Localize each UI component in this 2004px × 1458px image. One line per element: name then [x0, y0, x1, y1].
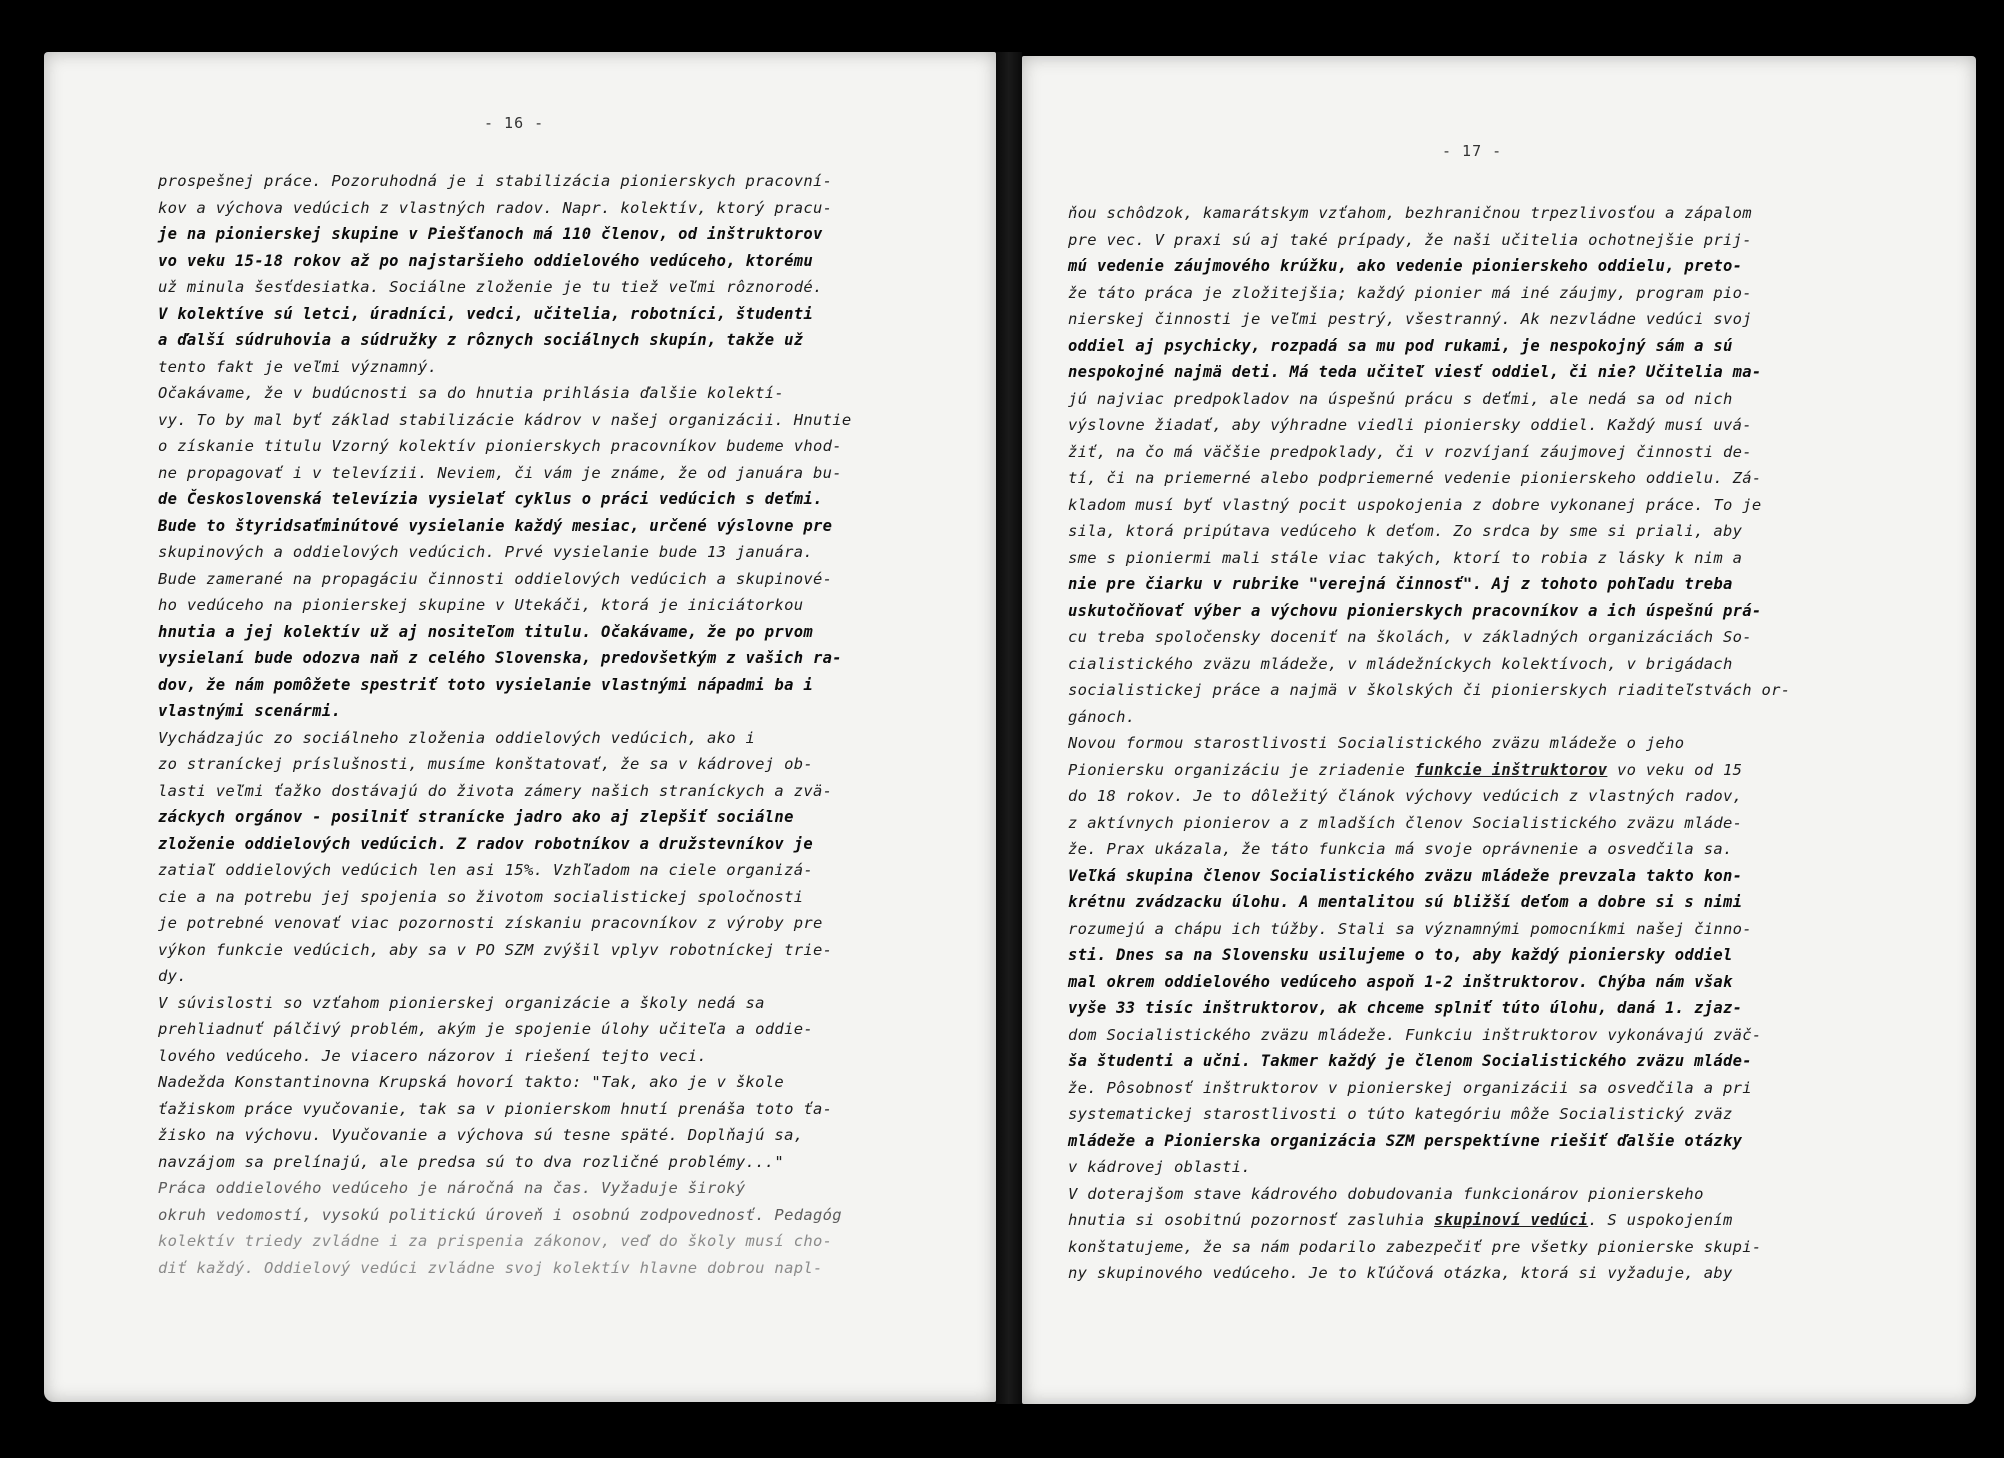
text-line: V súvislosti so vzťahom pionierskej organizácie a školy nedá sa — [158, 993, 765, 1012]
text-line: zatiaľ oddielových vedúcich len asi 15%. Vzhľadom na ciele organizá- — [158, 861, 813, 879]
text-line: nespokojné najmä deti. Má teda učiteľ viesť oddiel, či nie? Učitelia ma- — [1068, 363, 1762, 381]
text-line: ňou schôdzok, kamarátskym vzťahom, bezhraničnou trpezlivosťou a zápalom — [1068, 204, 1752, 222]
text-line: tí, či na priemerné alebo podpriemerné vedenie pionierskeho oddielu. Zá- — [1068, 469, 1762, 487]
text-line: vy. To by mal byť základ stabilizácie kádrov v našej organizácii. Hnutie — [158, 410, 852, 429]
text-line: mú vedenie záujmového krúžku, ako vedenie pionierskeho oddielu, preto- — [1068, 257, 1743, 275]
text-line: že. Prax ukázala, že táto funkcia má svoje oprávnenie a osvedčila sa. — [1068, 840, 1733, 858]
text-line: do 18 rokov. Je to dôležitý článok výchovy vedúcich z vlastných radov, — [1068, 787, 1743, 805]
text-line: zo straníckej príslušnosti, musíme konštatovať, že sa v kádrovej ob- — [158, 755, 813, 773]
text-line: vyše 33 tisíc inštruktorov, ak chceme splniť túto úlohu, daná 1. zjaz- — [1068, 999, 1743, 1017]
text-line: mládeže a Pionierska organizácia SZM perspektívne riešiť ďalšie otázky — [1068, 1131, 1743, 1150]
text-line: Vychádzajúc zo sociálneho zloženia oddielových vedúcich, ako i — [158, 728, 756, 747]
text-line: sila, ktorá pripútava vedúceho k deťom. Zo srdca by sme si priali, aby — [1068, 522, 1743, 540]
text-line: dy. — [158, 967, 187, 985]
text-line: žiť, na čo má väčšie predpoklady, či v rozvíjaní záujmovej činnosti de- — [1068, 442, 1752, 461]
text-line: navzájom sa prelínajú, ale predsa sú to dva rozličné problémy..." — [158, 1152, 785, 1171]
text-line: Bude zamerané na propagáciu činnosti oddielových vedúcich a skupinové- — [158, 569, 833, 588]
text-line: o získanie titulu Vzorný kolektív pionierskych pracovníkov budeme vhod- — [158, 437, 842, 455]
text-line: oddiel aj psychicky, rozpadá sa mu pod rukami, je nespokojný sám a sú — [1068, 336, 1733, 355]
text-line: diť každý. Oddielový vedúci zvládne svoj kolektív hlavne dobrou napl- — [158, 1258, 823, 1277]
text-line: ny skupinového vedúceho. Je to kľúčová otázka, ktorá si vyžaduje, aby — [1068, 1264, 1733, 1282]
text-line: ho vedúceho na pionierskej skupine v Utekáči, ktorá je iniciátorkou — [158, 596, 804, 614]
text-line: ša študenti a učni. Takmer každý je členom Socialistického zväzu mláde- — [1068, 1052, 1752, 1070]
right-page-text — [1068, 200, 1956, 1287]
text-line: v kádrovej oblasti. — [1068, 1158, 1252, 1176]
text-line: prehliadnuť pálčivý problém, akým je spojenie úlohy učiteľa a oddie- — [158, 1020, 813, 1038]
text-line: cu treba spoločensky doceniť na školách, v základných organizáciách So- — [1068, 628, 1752, 646]
text-line: konštatujeme, že sa nám podarilo zabezpečiť pre všetky pionierske skupi- — [1068, 1237, 1762, 1256]
page-number-right: - 17 - — [1442, 142, 1503, 160]
text-line: dov, že nám pomôžete spestriť toto vysielanie vlastnými nápadmi ba i — [158, 675, 813, 694]
left-page — [44, 52, 996, 1402]
text-line: výkon funkcie vedúcich, aby sa v PO SZM zvýšil vplyv robotníckej trie- — [158, 940, 833, 959]
text-line: systematickej starostlivosti o túto kategóriu môže Socialistický zväz — [1068, 1105, 1733, 1123]
left-page-text — [158, 168, 980, 1281]
text-line: Pioniersku organizáciu je zriadenie funkcie inštruktorov vo veku od 15 — [1068, 760, 1743, 779]
text-line: socialistickej práce a najmä v školských či pionierskych riaditeľstvách or- — [1068, 681, 1791, 699]
text-line: lového vedúceho. Je viacero názorov i riešení tejto veci. — [158, 1046, 708, 1065]
text-line: V doterajšom stave kádrového dobudovania funkcionárov pionierskeho — [1068, 1184, 1704, 1203]
text-line: sti. Dnes sa na Slovensku usilujeme o to, aby každý pioniersky oddiel — [1068, 946, 1733, 964]
text-line: nie pre čiarku v rubrike "verejná činnosť". Aj z tohoto pohľadu treba — [1068, 575, 1733, 593]
page-number-left: - 16 - — [484, 114, 545, 132]
text-line: uskutočňovať výber a výchovu pionierskych pracovníkov a ich úspešnú prá- — [1068, 601, 1762, 620]
text-line: je na pionierskej skupine v Piešťanoch má 110 členov, od inštruktorov — [158, 225, 823, 243]
text-line: rozumejú a chápu ich túžby. Stali sa významnými pomocníkmi našej činno- — [1068, 919, 1752, 938]
text-line: okruh vedomostí, vysokú politickú úroveň i osobnú zodpovednosť. Pedagóg — [158, 1205, 842, 1224]
text-line: kolektív triedy zvládne i za prispenia zákonov, veď do školy musí cho- — [158, 1232, 833, 1250]
underlined-phrase: skupinoví vedúci — [1434, 1211, 1589, 1229]
text-line: cie a na potrebu jej spojenia so životom socialistickej spoločnosti — [158, 887, 804, 906]
text-line: skupinových a oddielových vedúcich. Prvé vysielanie bude 13 januára. — [158, 543, 813, 561]
text-line: že. Pôsobnosť inštruktorov v pionierskej organizácii sa osvedčila a pri — [1068, 1078, 1752, 1097]
text-line: výslovne žiadať, aby výhradne viedli pioniersky oddiel. Každý musí uvá- — [1068, 416, 1752, 434]
text-line: záckych orgánov - posilniť stranícke jadro ako aj zlepšiť sociálne — [158, 808, 794, 826]
text-line: cialistického zväzu mládeže, v mládežníckych kolektívoch, v brigádach — [1068, 654, 1733, 673]
text-line: Očakávame, že v budúcnosti sa do hnutia prihlásia ďalšie kolektí- — [158, 384, 785, 402]
text-line: žisko na výchovu. Vyučovanie a výchova sú tesne späté. Doplňajú sa, — [158, 1126, 804, 1144]
text-line: de Československá televízia vysielať cyklus o práci vedúcich s deťmi. — [158, 490, 823, 508]
text-line: Novou formou starostlivosti Socialistického zväzu mládeže o jeho — [1068, 734, 1685, 752]
text-line: hnutia si osobitnú pozornosť zasluhia skupinoví vedúci. S uspokojením — [1068, 1211, 1733, 1229]
text-line: ťažiskom práce vyučovanie, tak sa v pionierskom hnutí prenáša toto ťa- — [158, 1099, 833, 1118]
text-line: krétnu zvádzacku úlohu. A mentalitou sú bližší deťom a dobre si s nimi — [1068, 893, 1743, 911]
right-page — [1022, 56, 1976, 1404]
text-line: vlastnými scenármi. — [158, 702, 342, 720]
text-line: vo veku 15-18 rokov až po najstaršieho oddielového vedúceho, ktorému — [158, 251, 813, 270]
text-line: že táto práca je zložitejšia; každý pionier má iné záujmy, program pio- — [1068, 283, 1752, 302]
text-line: pre vec. V praxi sú aj také prípady, že naši učitelia ochotnejšie prij- — [1068, 230, 1752, 249]
text-line: z aktívnych pionierov a z mladších členov Socialistického zväzu mláde- — [1068, 813, 1743, 832]
text-line: dom Socialistického zväzu mládeže. Funkciu inštruktorov vykonávajú zväč- — [1068, 1025, 1762, 1044]
text-line: Nadežda Konstantinovna Krupská hovorí takto: "Tak, ako je v škole — [158, 1073, 785, 1091]
text-line: kov a výchova vedúcich z vlastných radov. Napr. kolektív, ktorý pracu- — [158, 198, 833, 217]
text-line: tento fakt je veľmi významný. — [158, 357, 438, 376]
text-line: už minula šesťdesiatka. Sociálne zloženie je tu tiež veľmi rôznorodé. — [158, 278, 823, 296]
text-line: Veľká skupina členov Socialistického zväzu mládeže prevzala takto kon- — [1068, 866, 1743, 885]
text-line: gánoch. — [1068, 707, 1136, 726]
text-line: ne propagovať i v televízii. Neviem, či vám je známe, že od januára bu- — [158, 463, 842, 482]
text-line: prospešnej práce. Pozoruhodná je i stabilizácia pionierskych pracovní- — [158, 172, 833, 190]
text-line: hnutia a jej kolektív už aj nositeľom titulu. Očakávame, že po prvom — [158, 622, 813, 641]
text-line: jú najviac predpokladov na úspešnú prácu s deťmi, ale nedá sa od nich — [1068, 389, 1733, 408]
text-line: sme s pioniermi mali stále viac takých, ktorí to robia z lásky k nim a — [1068, 548, 1743, 567]
text-line: zloženie oddielových vedúcich. Z radov robotníkov a družstevníkov je — [158, 834, 813, 853]
text-line: Práca oddielového vedúceho je náročná na čas. Vyžaduje široký — [158, 1179, 746, 1197]
text-line: vysielaní bude odozva naň z celého Slovenska, predovšetkým z vašich ra- — [158, 649, 842, 667]
text-line: Bude to štyridsaťminútové vysielanie každý mesiac, určené výslovne pre — [158, 516, 833, 535]
text-line: kladom musí byť vlastný pocit uspokojenia z dobre vykonanej práce. To je — [1068, 495, 1762, 514]
text-line: V kolektíve sú letci, úradníci, vedci, učitelia, robotníci, študenti — [158, 304, 813, 323]
text-line: a ďalší súdruhovia a súdružky z rôznych sociálnych skupín, takže už — [158, 331, 804, 349]
text-line: je potrebné venovať viac pozornosti získaniu pracovníkov z výroby pre — [158, 914, 823, 932]
text-line: nierskej činnosti je veľmi pestrý, všestranný. Ak nezvládne vedúci svoj — [1068, 310, 1752, 328]
underlined-phrase: funkcie inštruktorov — [1414, 760, 1608, 779]
text-line: lasti veľmi ťažko dostávajú do života zámery našich straníckych a zvä- — [158, 781, 833, 800]
text-line: mal okrem oddielového vedúceho aspoň 1-2 inštruktorov. Chýba nám však — [1068, 972, 1733, 991]
book-gutter — [996, 52, 1022, 1404]
